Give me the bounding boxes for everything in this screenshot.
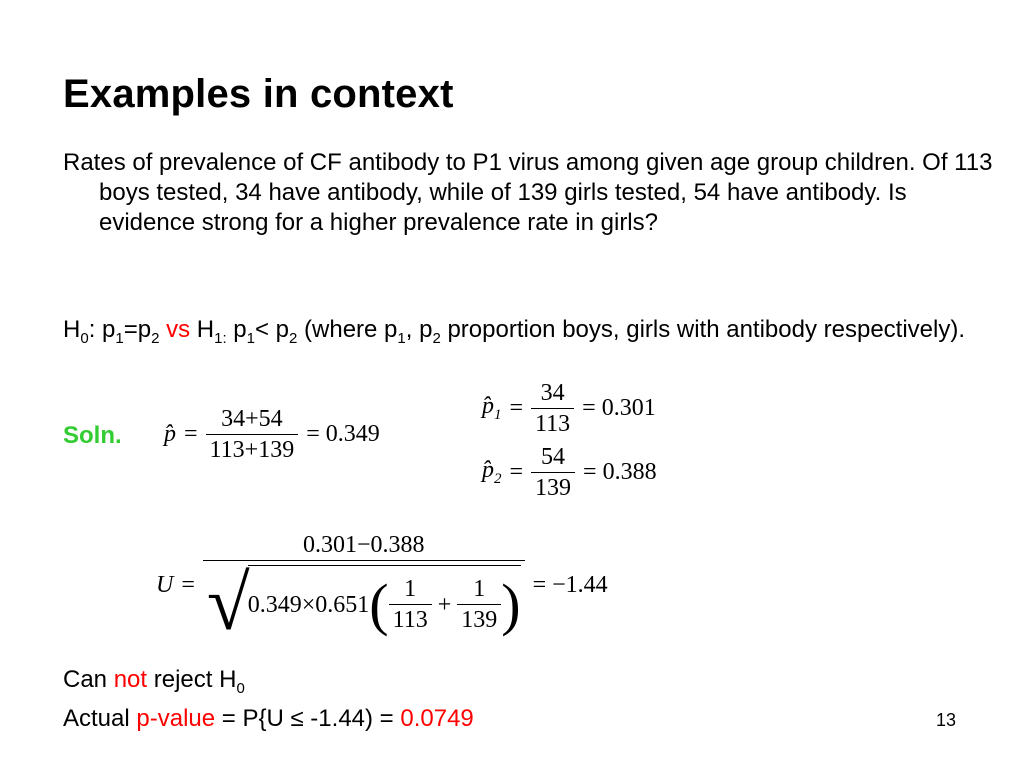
p1-hat-formula: $p̂_1$ = $\frac{34}{113}$ = 0.301	[482, 380, 656, 437]
vs-keyword: vs	[166, 316, 191, 343]
p2-hat-formula: $p̂_2$ = $\frac{54}{139}$ = 0.388	[482, 444, 657, 501]
pooled-proportion-formula: p̂ = $\frac{34+54}{113+139}$ = 0.349	[164, 406, 380, 463]
slide-title: Examples in context	[63, 72, 454, 116]
hypothesis-statement: $H_0$: $p_1=p_2$ vs $H_{1:}$ $p_1< p_2$ (where $p_1$, $p_2$ proportion boys, girls with antibody respectively).	[63, 316, 966, 347]
p-value-line: Actual p-value = P{U ≤ -1.44) = 0.0749	[63, 705, 474, 732]
solution-label: Soln.	[63, 422, 122, 449]
u-statistic-formula: U = 0.301−0.388 √ 0.349×0.651 ( $\frac{1}{113}$ + $\frac{1}{139}$ ) = −1.44	[156, 532, 608, 646]
page-number: 13	[936, 710, 957, 730]
conclusion-line: Can not reject $H_0$	[63, 666, 245, 697]
problem-statement: Rates of prevalence of CF antibody to P1 virus among given age group children. Of 113 boys tested, 34 have antibody, while of 139 girls tested, 54 have antibody. Is evidence strong for a higher prevalence rate in girls?	[63, 149, 993, 236]
sqrt-symbol: √	[206, 559, 250, 646]
